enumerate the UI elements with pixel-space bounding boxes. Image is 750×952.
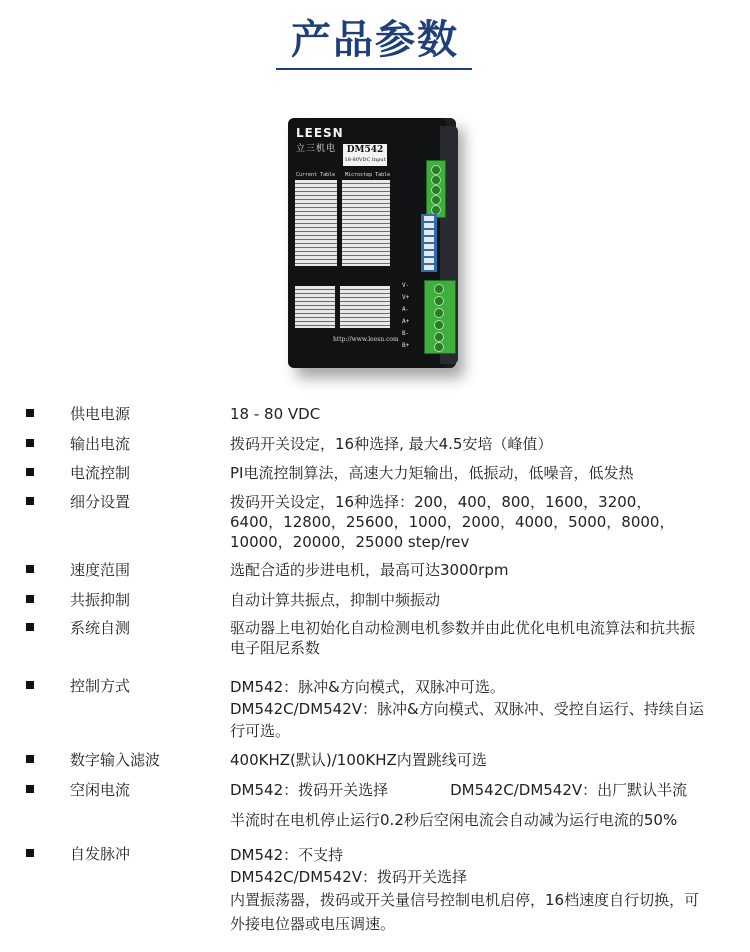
model-name: DM542 xyxy=(346,145,384,155)
terminal-label-1: V- xyxy=(402,282,410,289)
terminal-label-5: B- xyxy=(402,330,410,337)
spec-line: 半流时在电机停止运行0.2秒后空闲电流会自动减为运行电流的50% xyxy=(230,811,678,829)
brand-logo: LEESN xyxy=(296,126,344,140)
spec-label: 控制方式 xyxy=(70,677,131,695)
spec-label: 电流控制 xyxy=(70,464,131,482)
dip-switch xyxy=(421,214,437,272)
spec-line: 驱动器上电初始化自动检测电机参数并由此优化电机电流算法和抗共振 xyxy=(230,619,696,637)
spec-line: 选配合适的步进电机，最高可达3000rpm xyxy=(230,561,509,579)
title-underline xyxy=(276,68,472,70)
bullet-icon xyxy=(26,755,34,763)
spec-line: 400KHZ(默认)/100KHZ内置跳线可选 xyxy=(230,751,487,769)
spec-line: 拨码开关设定，16种选择, 最大4.5安培（峰值） xyxy=(230,435,553,453)
brand-logo-cn: 立三机电 xyxy=(296,144,337,154)
bullet-icon xyxy=(26,439,34,447)
spec-label: 细分设置 xyxy=(70,493,131,511)
signal-terminal-block xyxy=(426,160,446,218)
terminal-label-2: V+ xyxy=(402,294,410,301)
spec-value xyxy=(230,750,740,770)
current-table xyxy=(295,180,337,266)
spec-line: DM542：不支持 xyxy=(230,846,344,864)
bullet-icon xyxy=(26,409,34,417)
spec-label: 速度范围 xyxy=(70,561,131,579)
spec-line: 内置振荡器，拨码或开关量信号控制电机启停，16档速度自行切换，可 xyxy=(230,891,700,909)
bullet-icon xyxy=(26,785,34,793)
spec-line-part-b: DM542C/DM542V：出厂默认半流 xyxy=(450,781,688,799)
spec-label: 输出电流 xyxy=(70,435,131,453)
spec-line: 10000，20000，25000 step/rev xyxy=(230,533,470,551)
spec-label: 数字输入滤波 xyxy=(70,751,161,769)
spec-line: DM542：脉冲&方向模式，双脉冲可选。 xyxy=(230,678,505,696)
spec-label: 自发脉冲 xyxy=(70,845,131,863)
bullet-icon xyxy=(26,623,34,631)
terminal-label-6: B+ xyxy=(402,342,410,349)
settings-table-right xyxy=(340,286,390,328)
spec-value xyxy=(230,618,740,658)
spec-line: 自动计算共振点，抑制中频振动 xyxy=(230,591,441,609)
bullet-icon xyxy=(26,681,34,689)
current-table-label: Current Table xyxy=(296,172,336,178)
microstep-table xyxy=(342,180,390,266)
model-label xyxy=(343,144,387,166)
bullet-icon xyxy=(26,849,34,857)
spec-value xyxy=(230,780,740,830)
spec-value xyxy=(230,844,740,936)
title-area xyxy=(0,14,750,70)
spec-line: 电子阻尼系数 xyxy=(230,639,321,657)
spec-value xyxy=(230,463,740,483)
spec-line: 18 - 80 VDC xyxy=(230,405,321,423)
spec-line: PI电流控制算法，高速大力矩输出，低振动，低噪音，低发热 xyxy=(230,464,634,482)
terminal-label-3: A- xyxy=(402,306,410,313)
spec-line: 6400，12800，25600，1000，2000，4000，5000，8000， xyxy=(230,513,675,531)
bullet-icon xyxy=(26,468,34,476)
spec-value xyxy=(230,590,740,610)
spec-label: 系统自测 xyxy=(70,619,131,637)
settings-table-left xyxy=(295,286,335,328)
spec-line: DM542C/DM542V：脉冲&方向模式、双脉冲、受控自运行、持续自运 xyxy=(230,700,704,718)
terminal-label-4: A+ xyxy=(402,318,410,325)
spec-line: 外接电位器或电压调速。 xyxy=(230,915,396,933)
spec-value xyxy=(230,560,740,580)
spec-line: DM542C/DM542V：拨码开关选择 xyxy=(230,868,468,886)
spec-value xyxy=(230,492,740,552)
spec-value xyxy=(230,676,740,742)
page-title: 产品参数 xyxy=(291,17,459,63)
spec-label: 空闲电流 xyxy=(70,781,131,799)
voltage-label: 18-80VDC Input xyxy=(344,157,386,163)
device-url: http://www.leesn.com xyxy=(333,336,399,343)
spec-line-part-a: DM542：拨码开关选择 xyxy=(230,781,389,799)
spec-label: 供电电源 xyxy=(70,405,131,423)
spec-label: 共振抑制 xyxy=(70,591,131,609)
power-motor-terminal-block xyxy=(424,280,456,354)
microstep-table-label: Microstep Table xyxy=(345,172,391,178)
bullet-icon xyxy=(26,565,34,573)
spec-line: 行可选。 xyxy=(230,722,291,740)
spec-value xyxy=(230,404,740,424)
spec-line: 拨码开关设定，16种选择：200，400，800，1600，3200， xyxy=(230,493,652,511)
spec-value xyxy=(230,434,740,454)
bullet-icon xyxy=(26,595,34,603)
spec-line xyxy=(230,780,740,800)
bullet-icon xyxy=(26,497,34,505)
